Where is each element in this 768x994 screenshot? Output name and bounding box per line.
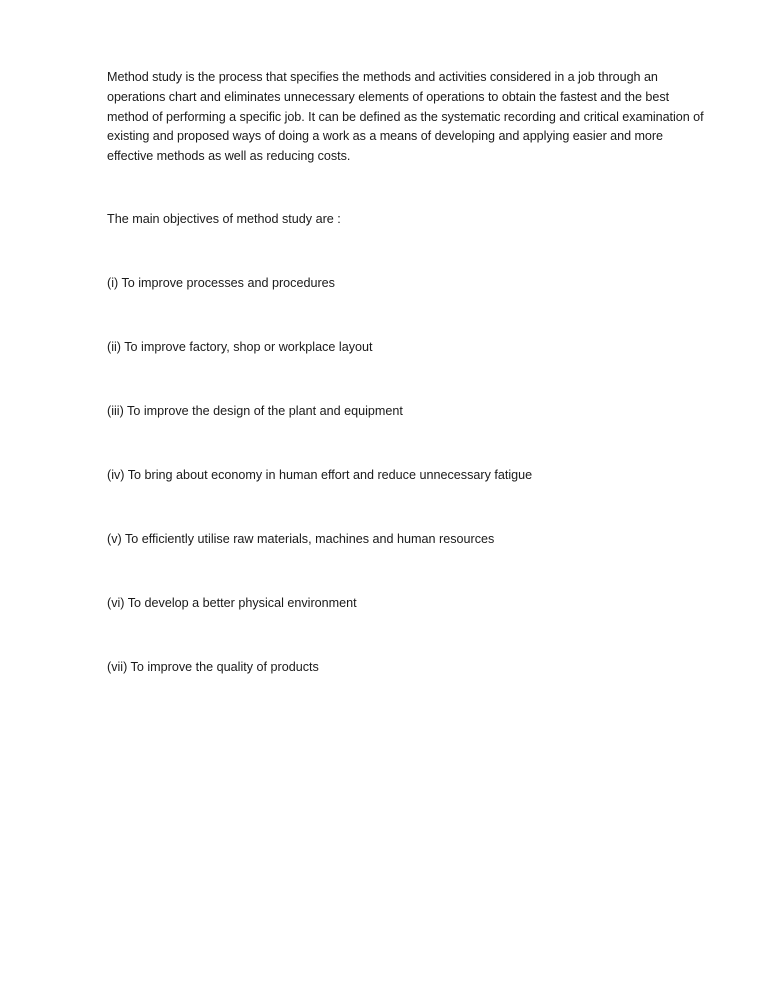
intro-paragraph: Method study is the process that specifies the methods and activities considered in a job through an operations chart and eliminates unnecessary elements of operations to obtain the fastest and the best method of performing a specific job. It can be defined as the systematic recording and critical examination of existing and proposed ways of doing a work as a means of developing and applying easier and more effective methods as well as reducing costs.	[107, 70, 704, 164]
objective-item: (v) To efficiently utilise raw materials, machines and human resources	[107, 532, 495, 546]
objective-item: (i) To improve processes and procedures	[107, 276, 335, 290]
objective-item: (vii) To improve the quality of products	[107, 660, 319, 674]
objective-item: (vi) To develop a better physical environment	[107, 596, 357, 610]
objective-item: (iii) To improve the design of the plant and equipment	[107, 404, 403, 418]
objectives-heading: The main objectives of method study are :	[107, 212, 341, 226]
objective-item: (iv) To bring about economy in human effort and reduce unnecessary fatigue	[107, 468, 533, 482]
objectives-list	[107, 274, 707, 722]
objective-item: (ii) To improve factory, shop or workplace layout	[107, 340, 373, 354]
